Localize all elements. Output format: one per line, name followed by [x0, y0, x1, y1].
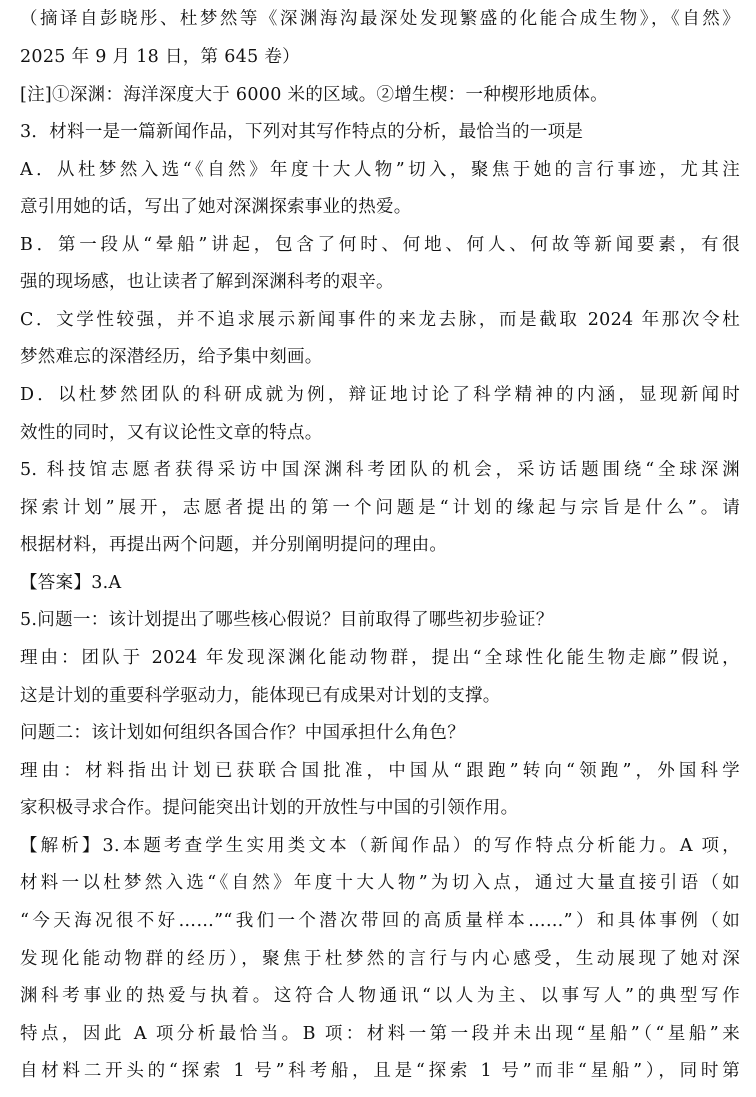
- text-line: 梦然难忘的深潜经历，给予集中刻画。: [20, 347, 323, 367]
- text-line: 探索计划”展开，志愿者提出的第一个问题是“计划的缘起与宗旨是什么”。请: [20, 498, 740, 518]
- text-line: （摘译自彭晓彤、杜梦然等《深渊海沟最深处发现繁盛的化能合成生物》，《自然》: [20, 9, 740, 29]
- text-line: 根据材料，再提出两个问题，并分别阐明提问的理由。: [20, 535, 448, 555]
- text-line: 家积极寻求合作。提问能突出计划的开放性与中国的引领作用。: [20, 798, 519, 818]
- text-line: 理由：材料指出计划已获联合国批准，中国从“跟跑”转向“领跑”，外国科学: [20, 761, 740, 781]
- text-line: D．以杜梦然团队的科研成就为例，辩证地讨论了科学精神的内涵，显现新闻时: [20, 385, 740, 405]
- answer-heading: 【答案】3.A: [20, 573, 122, 593]
- text-line: 意引用她的话，写出了她对深渊探索事业的热爱。: [20, 197, 412, 217]
- text-line: “今天海况很不好……”“我们一个潜次带回的高质量样本……”）和具体事例（如: [20, 911, 740, 931]
- text-line: B．第一段从“晕船”讲起，包含了何时、何地、何人、何故等新闻要素，有很: [20, 235, 740, 255]
- text-line: [注]①深渊：海洋深度大于 6000 米的区域。②增生楔：一种楔形地质体。: [20, 85, 608, 105]
- text-line: 效性的同时，又有议论性文章的特点。: [20, 423, 323, 443]
- text-line: 问题二：该计划如何组织各国合作？中国承担什么角色？: [20, 723, 465, 743]
- text-line: 材料一以杜梦然入选“《自然》年度十大人物”为切入点，通过大量直接引语（如: [20, 873, 740, 893]
- text-line: 强的现场感，也让读者了解到深渊科考的艰辛。: [20, 272, 394, 292]
- text-line: 2025 年 9 月 18 日，第 645 卷）: [20, 47, 300, 67]
- text-line: 渊科考事业的热爱与执着。这符合人物通讯“以人为主、以事写人”的典型写作: [20, 986, 740, 1006]
- analysis-heading: 【解析】3.本题考查学生实用类文本（新闻作品）的写作特点分析能力。A 项，: [20, 836, 740, 856]
- text-line: 5. 科技馆志愿者获得采访中国深渊科考团队的机会，采访话题围绕“全球深渊: [20, 460, 740, 480]
- text-line: 发现化能动物群的经历），聚焦于杜梦然的言行与内心感受，生动展现了她对深: [20, 949, 740, 969]
- text-line: 自材料二开头的“探索 1 号”科考船，且是“探索 1 号”而非“星船”），同时第: [20, 1061, 740, 1081]
- text-line: 5.问题一：该计划提出了哪些核心假说？目前取得了哪些初步验证？: [20, 610, 554, 630]
- text-line: 特点，因此 A 项分析最恰当。B 项：材料一第一段并未出现“星船”（“星船”来: [20, 1024, 740, 1044]
- text-line: 这是计划的重要科学驱动力，能体现已有成果对计划的支撑。: [20, 686, 501, 706]
- text-line: 3．材料一是一篇新闻作品，下列对其写作特点的分析，最恰当的一项是: [20, 122, 584, 142]
- text-line: 理由：团队于 2024 年发现深渊化能动物群，提出“全球性化能生物走廊”假说，: [20, 648, 740, 668]
- text-line: A．从杜梦然入选“《自然》年度十大人物”切入，聚焦于她的言行事迹，尤其注: [20, 160, 740, 180]
- text-line: C．文学性较强，并不追求展示新闻事件的来龙去脉，而是截取 2024 年那次令杜: [20, 310, 740, 330]
